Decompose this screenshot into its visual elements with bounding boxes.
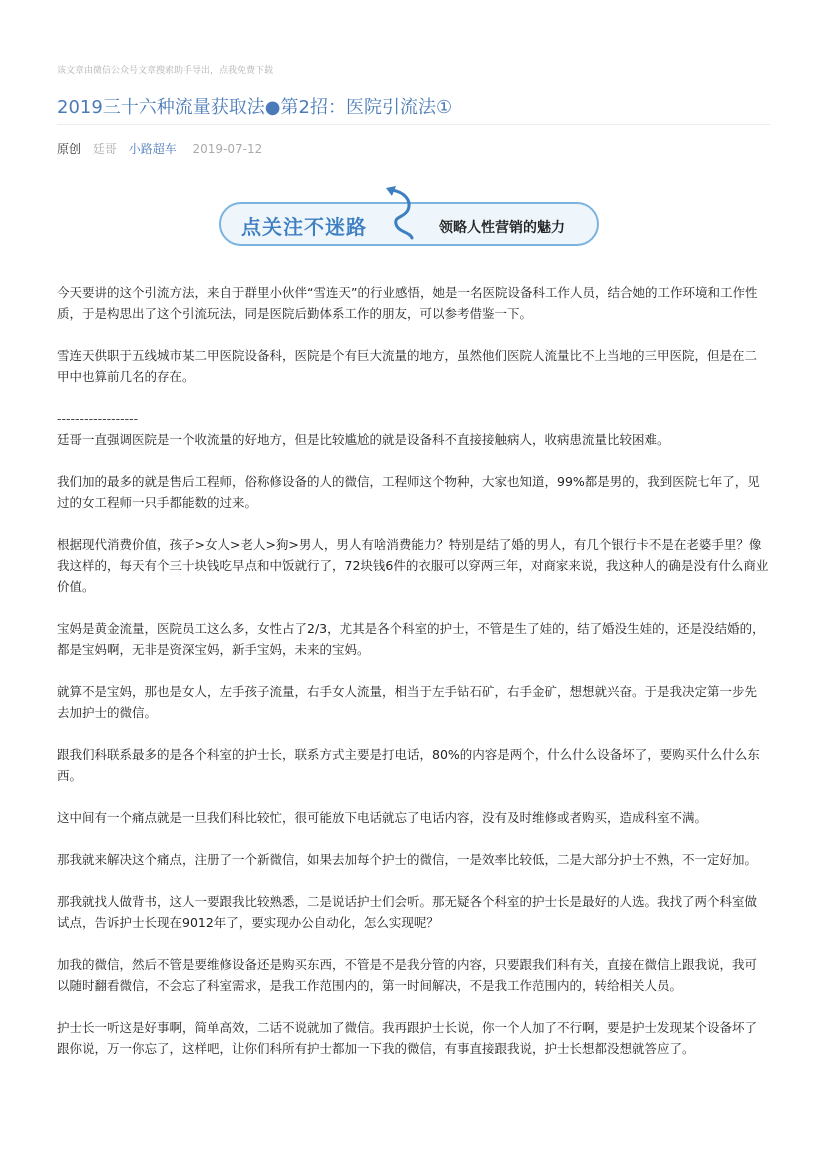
paragraph: 宝妈是黄金流量，医院员工这么多，女性占了2/3，尤其是各个科室的护士，不管是生了娃的，结了婚没生娃的，还是没结婚的，都是宝妈啊，无非是资深宝妈，新手宝妈，未来的宝妈。 (57, 621, 765, 657)
paragraph: 就算不是宝妈，那也是女人，左手孩子流量，右手女人流量，相当于左手钻石矿，右手金矿，想想就兴奋。于是我决定第一步先去加护士的微信。 (57, 684, 758, 720)
paragraph: 今天要讲的这个引流方法，来自于群里小伙伴“雪连天”的行业感悟，她是一名医院设备科工作人员，结合她的工作环境和工作性质，于是构思出了这个引流玩法，同是医院后勤体系工作的朋友，可以参考借鉴一下。 (57, 285, 758, 321)
paragraph: 护士长一听这是好事啊，简单高效，二话不说就加了微信。我再跟护士长说，你一个人加了不行啊，要是护士发现某个设备坏了跟你说，万一你忘了，这样吧，让你们科所有护士都加一下我的微信，有事直接跟我说，护士长想都没想就答应了。 (57, 1020, 758, 1056)
export-notice-link[interactable]: 该文章由微信公众号文章搜索助手导出，点我免费下载 (57, 66, 274, 76)
article-body (57, 282, 769, 1080)
banner-follow-text: 点关注不迷路 (241, 215, 367, 239)
curl-arrow-icon (382, 184, 426, 244)
paragraph: 加我的微信，然后不管是要维修设备还是购买东西，不管是不是我分管的内容，只要跟我们科有关，直接在微信上跟我说，我可以随时翻看微信，不会忘了科室需求，是我工作范围内的，第一时间解决，不是我工作范围内的，转给相关人员。 (57, 957, 758, 993)
paragraph: 那我就来解决这个痛点，注册了一个新微信，如果去加每个护士的微信，一是效率比较低，二是大部分护士不熟，不一定好加。 (57, 852, 758, 867)
author-name: 廷哥 (92, 142, 117, 156)
follow-banner (219, 184, 601, 250)
article-title: 2019三十六种流量获取法●第2招：医院引流法① (57, 97, 453, 118)
publish-date: 2019-07-12 (192, 142, 263, 156)
account-link[interactable]: 小路超车 (128, 142, 177, 156)
paragraph: 那我就找人做背书，这人一要跟我比较熟悉，二是说话护士们会听。那无疑各个科室的护士长是最好的人选。我找了两个科室做试点，告诉护士长现在9012年了，要实现办公自动化，怎么实现呢？ (57, 894, 758, 930)
paragraph: 我们加的最多的就是售后工程师，俗称修设备的人的微信，工程师这个物种，大家也知道，99%都是男的，我到医院七年了，见过的女工程师一只手都能数的过来。 (57, 474, 760, 510)
paragraph: 根据现代消费价值，孩子>女人>老人>狗>男人，男人有啥消费能力？特别是结了婚的男人，有几个银行卡不是在老婆手里？像我这样的，每天有个三十块钱吃早点和中饭就行了，72块钱6件的衣服可以穿两三年，对商家来说，我这种人的确是没有什么商业价值。 (57, 537, 769, 594)
paragraph: 跟我们科联系最多的是各个科室的护士长，联系方式主要是打电话，80%的内容是两个，什么什么设备坏了，要购买什么什么东西。 (57, 747, 760, 783)
paragraph: 廷哥一直强调医院是一个收流量的好地方，但是比较尴尬的就是设备科不直接接触病人，收病患流量比较困难。 (57, 432, 670, 447)
paragraph: 雪连天供职于五线城市某二甲医院设备科，医院是个有巨大流量的地方，虽然他们医院人流量比不上当地的三甲医院，但是在二甲中也算前几名的存在。 (57, 348, 758, 384)
dashed-separator: ------------------ (57, 411, 139, 426)
article-meta (57, 140, 270, 157)
original-label: 原创 (57, 142, 82, 156)
banner-slogan-text: 领略人性营销的魅力 (439, 220, 565, 236)
paragraph: 这中间有一个痛点就是一旦我们科比较忙，很可能放下电话就忘了电话内容，没有及时维修或者购买，造成科室不满。 (57, 810, 708, 825)
title-divider (57, 124, 770, 125)
